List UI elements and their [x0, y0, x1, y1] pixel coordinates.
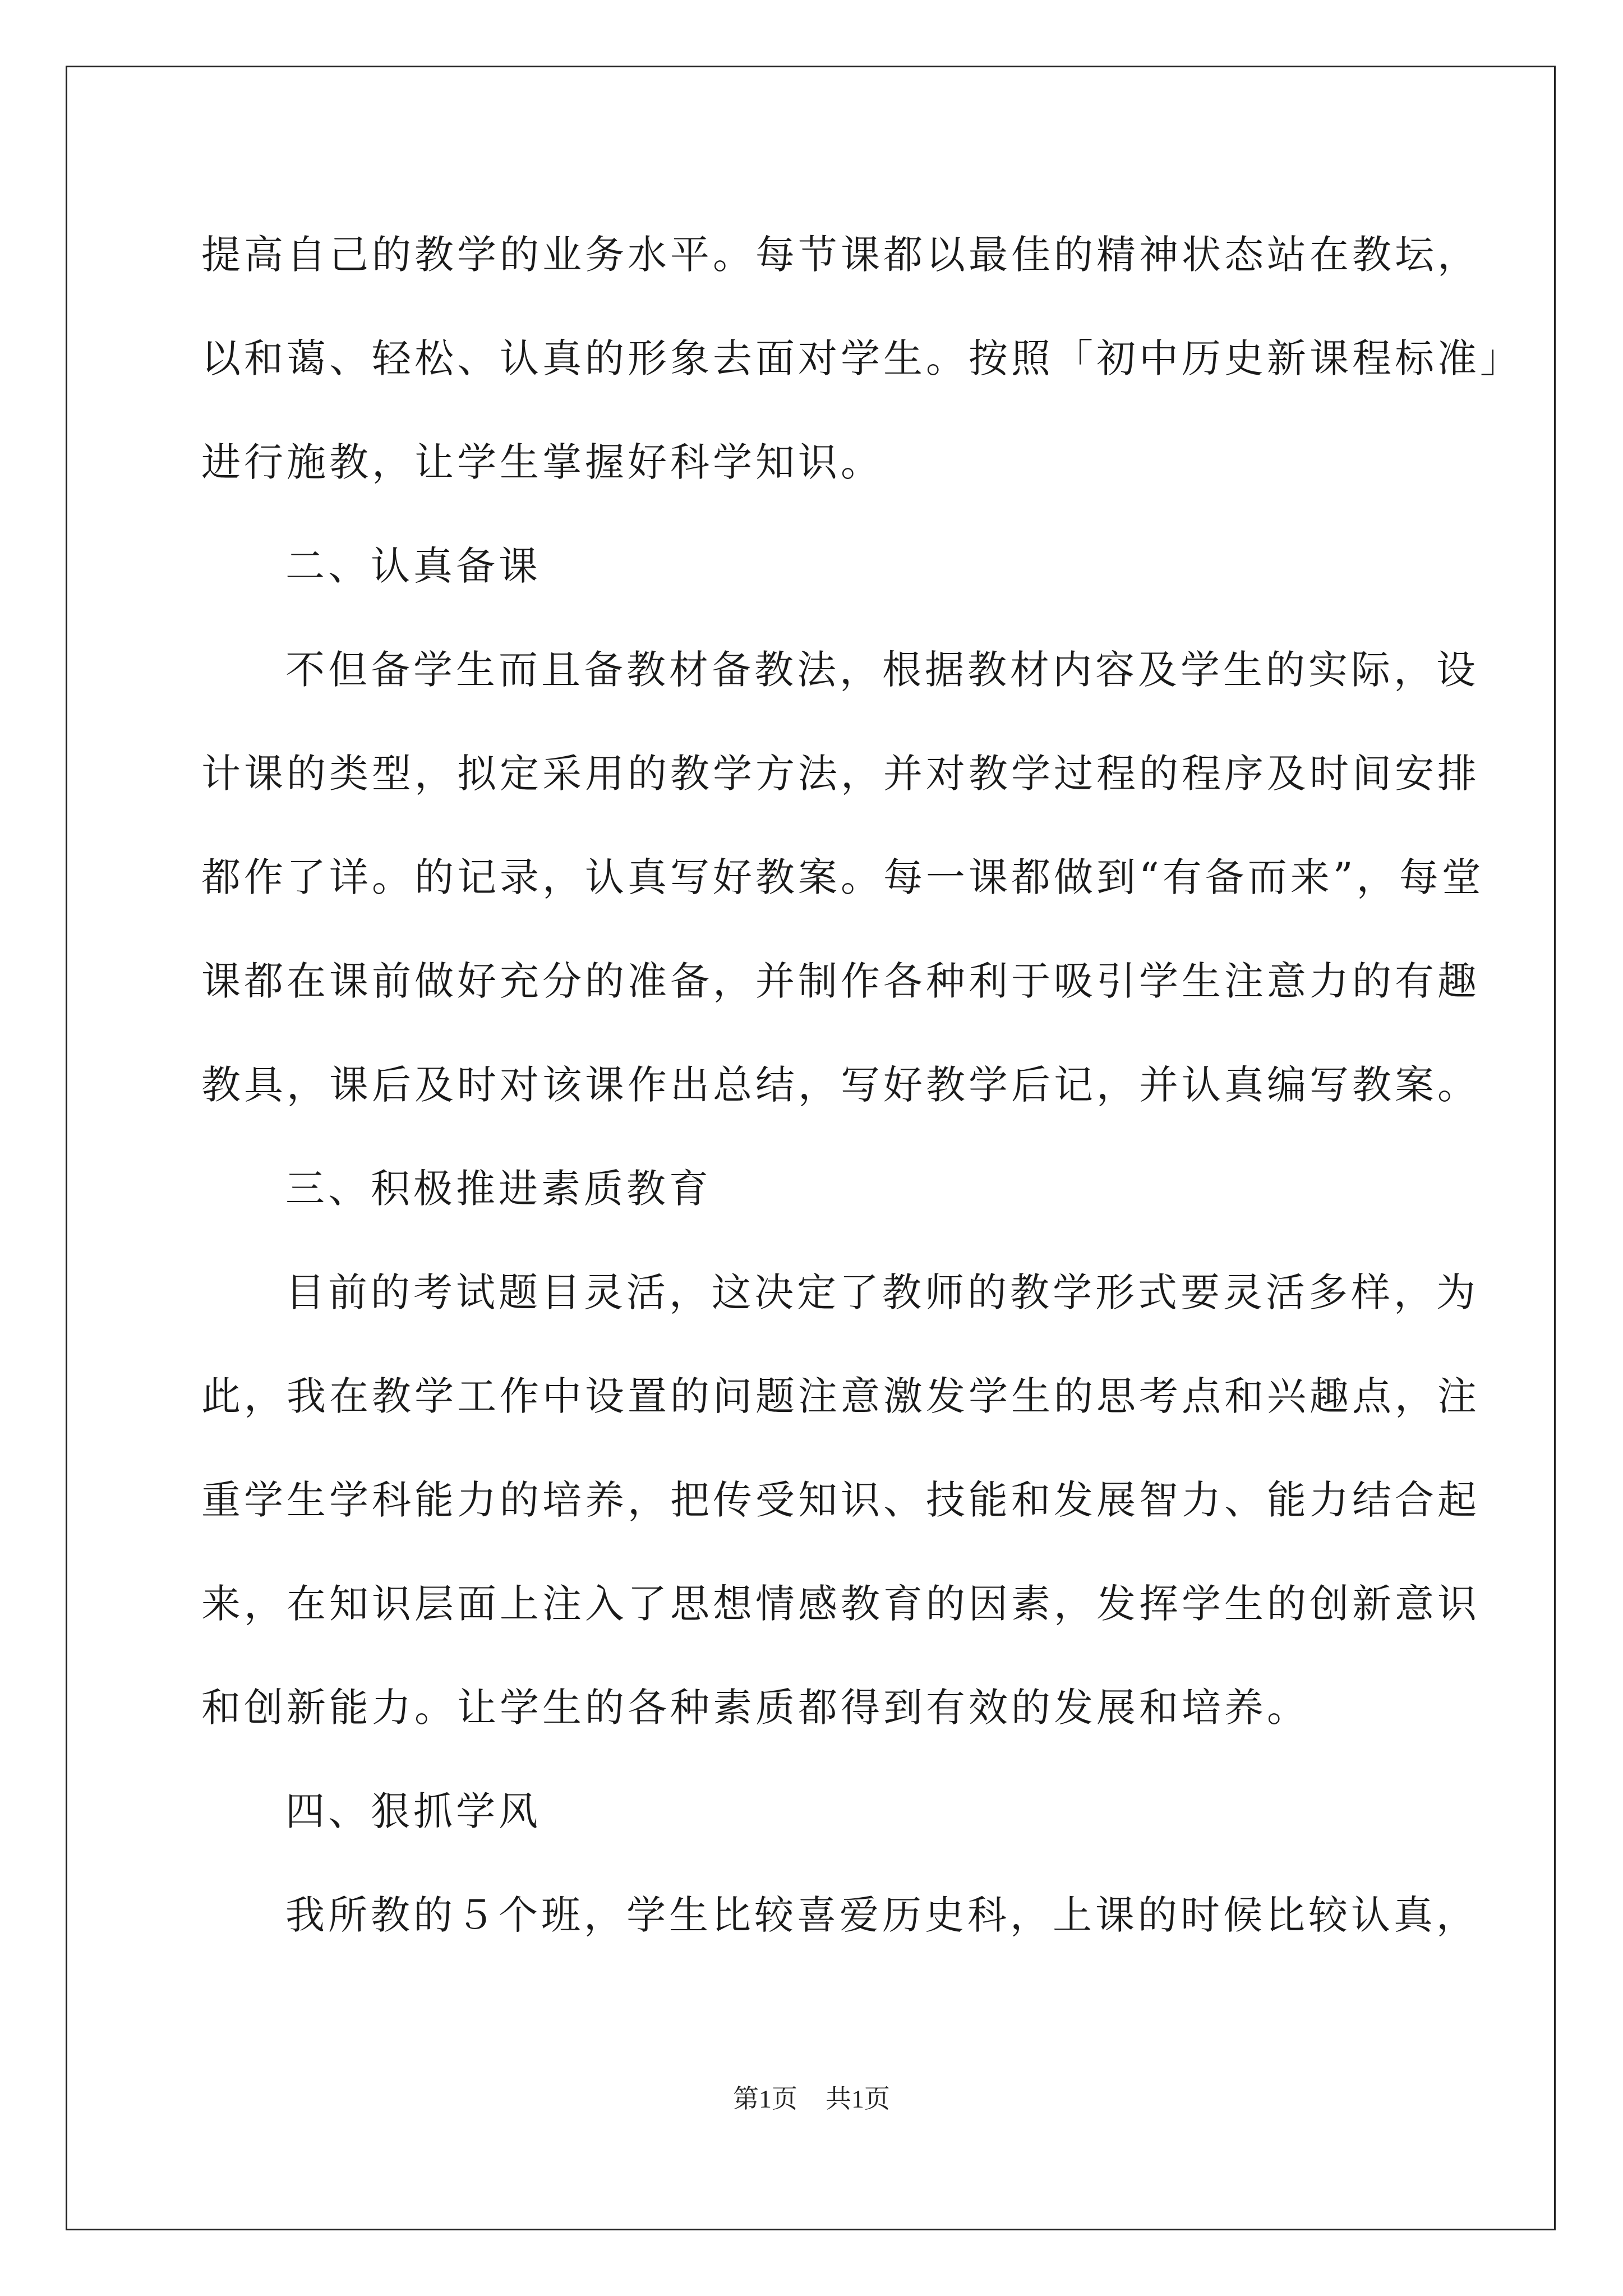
text-line: 重学生学科能力的培养，把传受知识、技能和发展智力、能力结合起: [201, 1477, 1480, 1523]
text-line: 此，我在教学工作中设置的问题注意激发学生的思考点和兴趣点，注: [201, 1373, 1480, 1419]
page-footer: [0, 2078, 1623, 2115]
text-line: 教具，课后及时对该课作出总结，写好教学后记，并认真编写教案。: [201, 1062, 1480, 1108]
page-total: 共1页: [826, 2085, 890, 2113]
text-line: 以和蔼、轻松、认真的形象去面对学生。按照「初中历史新课程标准」: [201, 335, 1523, 381]
text-line: 我所教的５个班，学生比较喜爱历史科，上课的时候比较认真，: [285, 1892, 1479, 1938]
text-line: 课都在课前做好充分的准备，并制作各种利于吸引学生注意力的有趣: [201, 958, 1480, 1004]
section-heading: 三、积极推进素质教育: [285, 1166, 712, 1212]
section-heading: 四、狠抓学风: [285, 1788, 541, 1834]
text-line: 计课的类型，拟定采用的教学方法，并对教学过程的程序及时间安排: [201, 751, 1480, 797]
text-line: 提高自己的教学的业务水平。每节课都以最佳的精神状态站在教坛，: [201, 232, 1480, 278]
text-line: 都作了详。的记录，认真写好教案。每一课都做到“有备而来”，每堂: [201, 854, 1484, 900]
section-heading: 二、认真备课: [285, 543, 541, 589]
text-line: 不但备学生而且备教材备教法，根据教材内容及学生的实际，设: [285, 647, 1479, 693]
text-line: 目前的考试题目灵活，这决定了教师的教学形式要灵活多样，为: [285, 1269, 1479, 1315]
text-line: 来，在知识层面上注入了思想情感教育的因素，发挥学生的创新意识: [201, 1581, 1480, 1627]
document-body: [201, 203, 1523, 1967]
text-line: 和创新能力。让学生的各种素质都得到有效的发展和培养。: [201, 1685, 1310, 1731]
text-line: 进行施教，让学生掌握好科学知识。: [201, 439, 883, 485]
page-number: 第1页: [733, 2085, 797, 2113]
